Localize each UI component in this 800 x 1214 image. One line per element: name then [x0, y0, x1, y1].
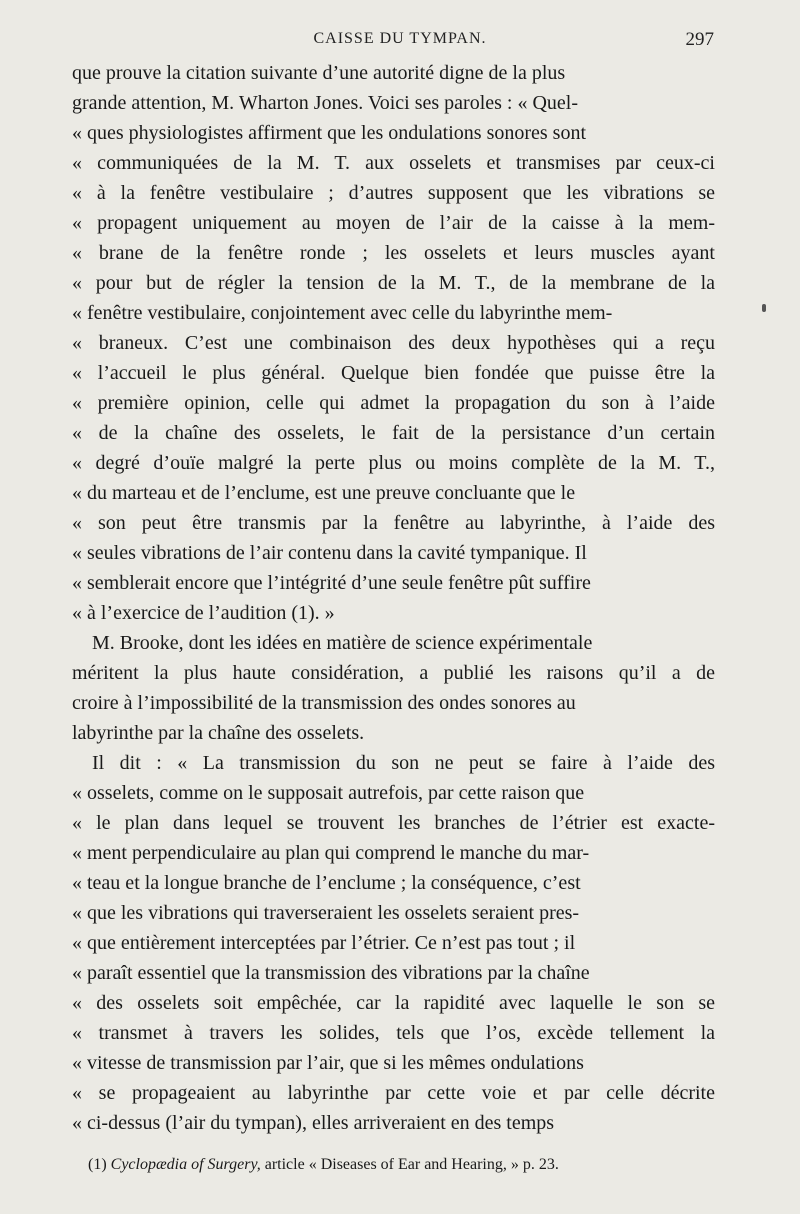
text-line: croire à l’impossibilité de la transmission des ondes sonores au — [72, 692, 576, 714]
text-line: « des osselets soit empêchée, car la rapidité avec laquelle le son se — [72, 992, 715, 1014]
text-line: méritent la plus haute considération, a publié les raisons qu’il a de — [72, 662, 715, 684]
paragraph — [72, 628, 715, 748]
text-line: « communiquées de la M. T. aux osselets et transmises par ceux-ci — [72, 152, 715, 174]
text-line: « fenêtre vestibulaire, conjointement avec celle du labyrinthe mem- — [72, 302, 613, 324]
body-text — [72, 58, 715, 1138]
text-line: « seules vibrations de l’air contenu dans la cavité tympanique. Il — [72, 542, 587, 564]
footnote-marker: (1) — [88, 1156, 107, 1173]
text-line: « osselets, comme on le supposait autrefois, par cette raison que — [72, 782, 585, 804]
text-line: « transmet à travers les solides, tels que l’os, excède tellement la — [72, 1022, 715, 1044]
page-number: 297 — [685, 29, 714, 50]
text-line: grande attention, M. Wharton Jones. Voici ses paroles : « Quel- — [72, 92, 579, 114]
running-title: CAISSE DU TYMPAN. — [313, 30, 487, 47]
text-line: M. Brooke, dont les idées en matière de science expérimentale — [92, 632, 593, 654]
text-line: « se propageaient au labyrinthe par cette voie et par celle décrite — [72, 1082, 715, 1104]
text-line: « première opinion, celle qui admet la propagation du son à l’aide — [72, 392, 715, 414]
text-line: « brane de la fenêtre ronde ; les osselets et leurs muscles ayant — [72, 242, 715, 264]
text-line: « que les vibrations qui traverseraient les osselets seraient pres- — [72, 902, 580, 924]
paragraph — [72, 58, 715, 628]
text-line: « teau et la longue branche de l’enclume ; la conséquence, c’est — [72, 872, 581, 894]
paragraph — [72, 748, 715, 1138]
text-line: « à la fenêtre vestibulaire ; d’autres supposent que les vibrations se — [72, 182, 715, 204]
text-line: « de la chaîne des osselets, le fait de la persistance d’un certain — [72, 422, 715, 444]
text-line: « son peut être transmis par la fenêtre au labyrinthe, à l’aide des — [72, 512, 715, 534]
text-line: que prouve la citation suivante d’une autorité digne de la plus — [72, 62, 566, 84]
text-line: « du marteau et de l’enclume, est une preuve concluante que le — [72, 482, 576, 504]
text-line: « pour but de régler la tension de la M. T., de la membrane de la — [72, 272, 715, 294]
text-line: Il dit : « La transmission du son ne peut se faire à l’aide des — [92, 752, 715, 774]
footnote — [88, 1156, 559, 1174]
text-line: « l’accueil le plus général. Quelque bien fondée que puisse être la — [72, 362, 715, 384]
text-line: labyrinthe par la chaîne des osselets. — [72, 722, 365, 744]
footnote-work-title: Cyclopædia of Surgery, — [110, 1156, 261, 1173]
margin-ink-speck — [762, 304, 766, 312]
text-line: « degré d’ouïe malgré la perte plus ou moins complète de la M. T., — [72, 452, 715, 474]
text-line: « ment perpendiculaire au plan qui comprend le manche du mar- — [72, 842, 590, 864]
text-line: « semblerait encore que l’intégrité d’une seule fenêtre pût suffire — [72, 572, 591, 594]
text-line: « paraît essentiel que la transmission des vibrations par la chaîne — [72, 962, 590, 984]
text-line: « ci-dessus (l’air du tympan), elles arriveraient en des temps — [72, 1112, 555, 1134]
text-line: « ques physiologistes affirment que les ondulations sonores sont — [72, 122, 587, 144]
text-line: « le plan dans lequel se trouvent les branches de l’étrier est exacte- — [72, 812, 715, 834]
text-line: « propagent uniquement au moyen de l’air de la caisse à la mem- — [72, 212, 715, 234]
text-line: « braneux. C’est une combinaison des deux hypothèses qui a reçu — [72, 332, 715, 354]
text-line: « que entièrement interceptées par l’étrier. Ce n’est pas tout ; il — [72, 932, 576, 954]
text-line: « vitesse de transmission par l’air, que si les mêmes ondulations — [72, 1052, 584, 1074]
footnote-text: article « Diseases of Ear and Hearing, » p. 23. — [264, 1156, 559, 1173]
text-line: « à l’exercice de l’audition (1). » — [72, 602, 335, 624]
